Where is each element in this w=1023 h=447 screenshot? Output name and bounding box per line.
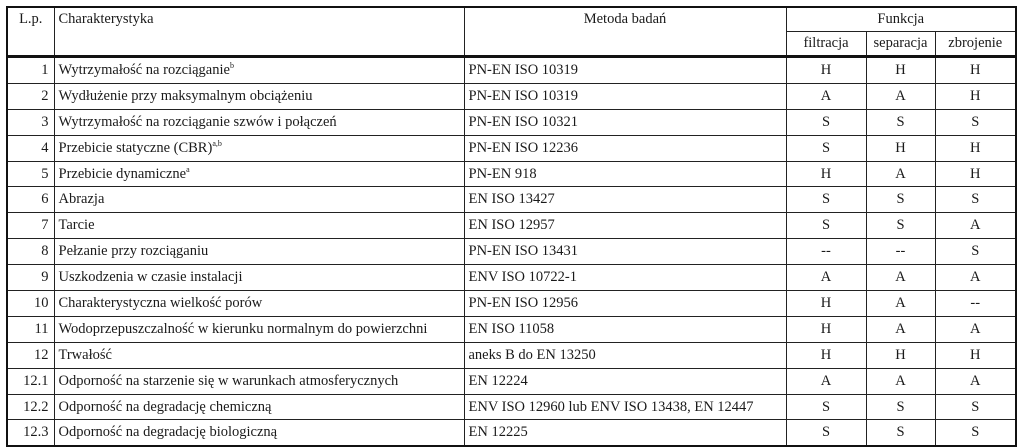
row-method: PN-EN ISO 13431: [464, 239, 786, 265]
row-characteristic: [54, 316, 464, 342]
row-separation: A: [866, 368, 935, 394]
characteristic-text: Wytrzymałość na rozciąganie szwów i połączeń: [58, 113, 337, 130]
row-method: EN 12224: [464, 368, 786, 394]
row-method: PN-EN ISO 12236: [464, 135, 786, 161]
table-row: [7, 394, 1016, 420]
footnote-marker: a: [186, 164, 190, 174]
row-method: PN-EN ISO 10321: [464, 109, 786, 135]
characteristic-text: Wytrzymałość na rozciąganie: [58, 61, 230, 78]
characteristic-text: Odporność na starzenie się w warunkach atmosferycznych: [58, 372, 399, 389]
row-separation: A: [866, 83, 935, 109]
row-separation: A: [866, 265, 935, 291]
characteristic-text: Charakterystyczna wielkość porów: [58, 294, 263, 311]
row-lp: 6: [7, 187, 54, 213]
row-characteristic: [54, 83, 464, 109]
row-characteristic: [54, 265, 464, 291]
table-row: [7, 420, 1016, 446]
row-filtration: H: [786, 291, 866, 317]
row-reinforcement: S: [935, 239, 1016, 265]
header-method: Metoda badań: [464, 7, 786, 57]
characteristic-text: Odporność na degradację biologiczną: [58, 424, 278, 441]
table-row: [7, 109, 1016, 135]
row-lp: 12.2: [7, 394, 54, 420]
row-method: EN ISO 12957: [464, 213, 786, 239]
row-method: EN ISO 11058: [464, 316, 786, 342]
row-method: ENV ISO 12960 lub ENV ISO 13438, EN 12447: [464, 394, 786, 420]
table-row: [7, 368, 1016, 394]
row-lp: 9: [7, 265, 54, 291]
row-separation: H: [866, 57, 935, 84]
row-reinforcement: H: [935, 135, 1016, 161]
row-characteristic: [54, 57, 464, 84]
row-lp: 3: [7, 109, 54, 135]
characteristic-text: Przebicie statyczne (CBR): [58, 139, 213, 156]
row-filtration: S: [786, 420, 866, 446]
row-characteristic: [54, 239, 464, 265]
row-reinforcement: H: [935, 161, 1016, 187]
row-filtration: S: [786, 187, 866, 213]
characteristic-text: Odporność na degradację chemiczną: [58, 398, 272, 415]
row-characteristic: [54, 213, 464, 239]
row-reinforcement: S: [935, 109, 1016, 135]
row-method: PN-EN ISO 10319: [464, 57, 786, 84]
row-filtration: S: [786, 394, 866, 420]
row-lp: 12: [7, 342, 54, 368]
row-lp: 1: [7, 57, 54, 84]
row-separation: S: [866, 394, 935, 420]
header-reinforcement: zbrojenie: [935, 32, 1016, 57]
row-separation: H: [866, 135, 935, 161]
row-filtration: S: [786, 213, 866, 239]
table-container: [6, 6, 1017, 447]
header-separation: separacja: [866, 32, 935, 57]
row-characteristic: [54, 291, 464, 317]
row-lp: 2: [7, 83, 54, 109]
row-lp: 7: [7, 213, 54, 239]
row-filtration: H: [786, 342, 866, 368]
table-row: [7, 187, 1016, 213]
table-row: [7, 265, 1016, 291]
header-lp: L.p.: [7, 7, 54, 57]
row-characteristic: [54, 420, 464, 446]
row-method: ENV ISO 10722-1: [464, 265, 786, 291]
row-separation: A: [866, 316, 935, 342]
table-body: [7, 57, 1016, 447]
characteristic-text: Abrazja: [58, 191, 105, 208]
table-row: [7, 135, 1016, 161]
row-reinforcement: S: [935, 420, 1016, 446]
table-row: [7, 342, 1016, 368]
footnote-marker: a,b: [212, 138, 222, 148]
row-separation: A: [866, 291, 935, 317]
table-row: [7, 213, 1016, 239]
row-method: PN-EN ISO 10319: [464, 83, 786, 109]
footnote-marker: b: [229, 61, 234, 71]
requirements-table: [6, 6, 1017, 447]
row-filtration: A: [786, 368, 866, 394]
table-row: [7, 291, 1016, 317]
row-separation: A: [866, 161, 935, 187]
characteristic-text: Pełzanie przy rozciąganiu: [58, 243, 209, 260]
row-method: EN 12225: [464, 420, 786, 446]
characteristic-text: Uszkodzenia w czasie instalacji: [58, 269, 243, 286]
row-method: PN-EN ISO 12956: [464, 291, 786, 317]
row-reinforcement: H: [935, 57, 1016, 84]
header-characteristic: Charakterystyka: [54, 7, 464, 57]
row-method: EN ISO 13427: [464, 187, 786, 213]
row-lp: 11: [7, 316, 54, 342]
row-method: PN-EN 918: [464, 161, 786, 187]
row-lp: 8: [7, 239, 54, 265]
row-filtration: A: [786, 83, 866, 109]
characteristic-text: Wydłużenie przy maksymalnym obciążeniu: [58, 87, 313, 104]
row-lp: 12.1: [7, 368, 54, 394]
row-filtration: S: [786, 135, 866, 161]
row-reinforcement: S: [935, 187, 1016, 213]
characteristic-text: Trwałość: [58, 346, 112, 363]
row-reinforcement: A: [935, 316, 1016, 342]
header-function: Funkcja: [786, 7, 1016, 32]
row-filtration: S: [786, 109, 866, 135]
row-separation: --: [866, 239, 935, 265]
row-method: aneks B do EN 13250: [464, 342, 786, 368]
table-row: [7, 161, 1016, 187]
table-row: [7, 83, 1016, 109]
row-reinforcement: H: [935, 83, 1016, 109]
row-reinforcement: --: [935, 291, 1016, 317]
row-reinforcement: S: [935, 394, 1016, 420]
row-lp: 5: [7, 161, 54, 187]
row-characteristic: [54, 342, 464, 368]
row-lp: 4: [7, 135, 54, 161]
header-row: [7, 7, 1016, 32]
row-filtration: --: [786, 239, 866, 265]
row-separation: H: [866, 342, 935, 368]
row-filtration: H: [786, 316, 866, 342]
row-characteristic: [54, 368, 464, 394]
row-characteristic: [54, 394, 464, 420]
row-filtration: H: [786, 161, 866, 187]
row-reinforcement: A: [935, 265, 1016, 291]
row-reinforcement: A: [935, 368, 1016, 394]
table-row: [7, 57, 1016, 84]
row-separation: S: [866, 187, 935, 213]
row-filtration: H: [786, 57, 866, 84]
row-separation: S: [866, 213, 935, 239]
row-characteristic: [54, 135, 464, 161]
header-filtration: filtracja: [786, 32, 866, 57]
row-reinforcement: A: [935, 213, 1016, 239]
table-row: [7, 316, 1016, 342]
row-characteristic: [54, 187, 464, 213]
row-reinforcement: H: [935, 342, 1016, 368]
characteristic-text: Przebicie dynamiczne: [58, 165, 187, 182]
row-filtration: A: [786, 265, 866, 291]
row-separation: S: [866, 109, 935, 135]
characteristic-text: Wodoprzepuszczalność w kierunku normalnym do powierzchni: [58, 320, 428, 337]
row-separation: S: [866, 420, 935, 446]
table-row: [7, 239, 1016, 265]
row-lp: 10: [7, 291, 54, 317]
row-characteristic: [54, 109, 464, 135]
row-characteristic: [54, 161, 464, 187]
row-lp: 12.3: [7, 420, 54, 446]
characteristic-text: Tarcie: [58, 217, 95, 234]
